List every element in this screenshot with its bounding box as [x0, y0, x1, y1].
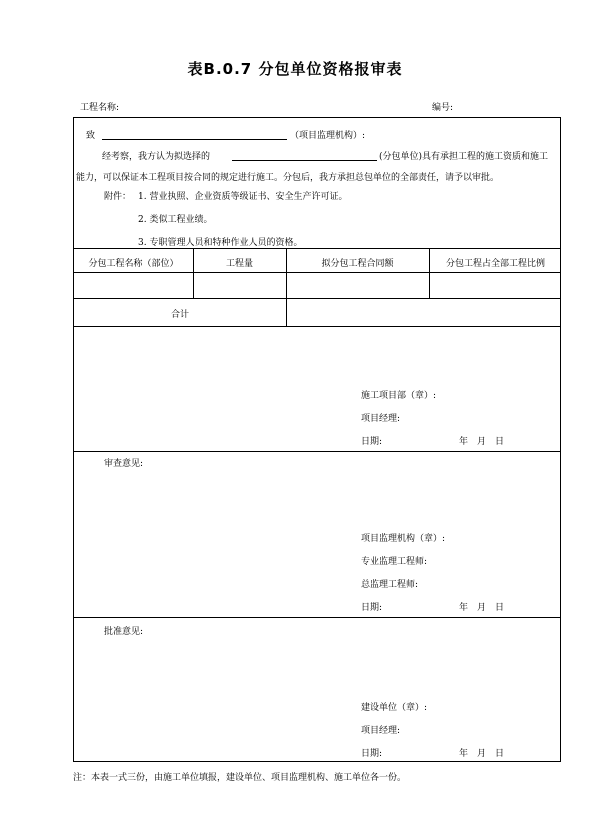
review-date-units: 年 月 日	[459, 603, 505, 613]
review-label: 审查意见:	[104, 459, 144, 469]
owner-seal-label: 建设单位（章）:	[361, 703, 428, 713]
owner-manager-label: 项目经理:	[361, 726, 401, 736]
attachment-item-2: 2. 类似工程业绩。	[138, 215, 213, 225]
attachments-label: 附件：	[104, 192, 132, 202]
contractor-date-units: 年 月 日	[459, 437, 505, 447]
supervision-org-label: （项目监理机构）:	[290, 131, 366, 141]
attachment-item-3: 3. 专职管理人员和特种作业人员的资格。	[138, 238, 303, 248]
cell-subcontract-name[interactable]	[74, 273, 193, 298]
body-line1-prefix: 经考察，我方认为拟选择的	[102, 152, 211, 162]
table-top-border	[74, 248, 560, 249]
total-label: 合计	[170, 310, 189, 320]
form-title: 表B.0.7 分包单位资格报审表	[187, 60, 403, 78]
footnote: 注：本表一式三份，由施工单位填报，建设单位、项目监理机构、施工单位各一份。	[73, 773, 407, 783]
subcontractor-field[interactable]	[232, 160, 377, 161]
review-date-label: 日期:	[361, 603, 383, 613]
review-section-border	[74, 451, 560, 452]
header-ratio: 分包工程占全部工程比例	[445, 259, 545, 269]
number-label: 编号:	[432, 103, 454, 113]
form-sheet	[73, 117, 561, 762]
specialist-engineer-label: 专业监理工程师:	[361, 557, 428, 567]
contractor-manager-label: 项目经理:	[361, 414, 401, 424]
chief-engineer-label: 总监理工程师:	[361, 580, 419, 590]
approval-date-label: 日期:	[361, 749, 383, 759]
header-subcontract-name: 分包工程名称（部位）	[88, 259, 179, 269]
cell-contract-amount[interactable]	[286, 273, 429, 298]
supervision-org-seal-label: 项目监理机构（章）:	[361, 534, 446, 544]
attachment-item-1: 1. 营业执照、企业资质等级证书、安全生产许可证。	[138, 192, 348, 202]
header-contract-amount: 拟分包工程合同额	[321, 259, 394, 269]
to-label: 致	[86, 131, 96, 141]
header-quantity: 工程量	[225, 259, 253, 269]
total-value-cell[interactable]	[286, 299, 562, 326]
body-line1-suffix: (分包单位)具有承担工程的施工资质和施工	[379, 152, 549, 162]
approval-section-border	[74, 617, 560, 618]
project-name-label: 工程名称:	[80, 103, 120, 113]
approval-date-units: 年 月 日	[459, 749, 505, 759]
cell-ratio[interactable]	[429, 273, 562, 298]
total-row-border	[74, 326, 560, 327]
recipient-field[interactable]	[102, 139, 287, 140]
contractor-date-label: 日期:	[361, 437, 383, 447]
approval-label: 批准意见:	[104, 627, 144, 637]
contractor-dept-label: 施工项目部（章）:	[361, 391, 437, 401]
cell-quantity[interactable]	[193, 273, 286, 298]
body-line2: 能力，可以保证本工程项目按合同的规定进行施工。分包后，我方承担总包单位的全部责任，请予以审批。	[76, 173, 500, 183]
